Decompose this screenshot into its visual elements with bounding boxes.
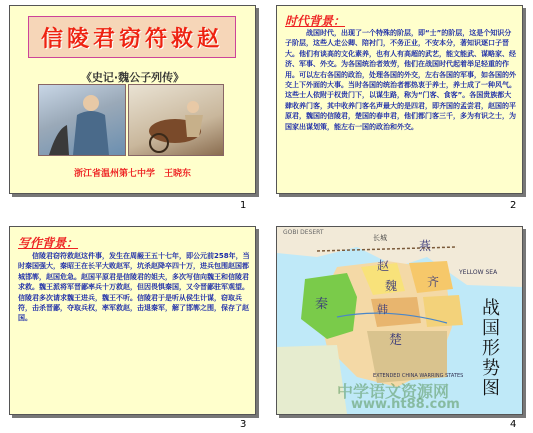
slide-number: 1 (240, 200, 247, 211)
map-label: EXTENDED CHINA WARRING STATES (373, 373, 464, 379)
map-label: 韩 (377, 303, 388, 316)
map-label: 齐 (427, 275, 440, 289)
illustration-left (38, 84, 126, 156)
map-label: 秦 (315, 297, 329, 312)
school-name: 浙江省温州第七中学 王晓东 (73, 169, 191, 179)
slide-4[interactable] (276, 226, 523, 415)
slide-body: 战国时代，出现了一个特殊的阶层，即“士”的阶层，这是个知识分子阶层，这些人走公卿、陪衬门，不务正业，不安本分，著知识逐口子晋大。他们有谈高的文化素养，也有人有高超的武艺，能文能武、谋略家、经济、军事、外交。为各国统治者效劳，他们在战国时代起着举足轻重的作用。可以左右各国的政治，处理各国的外交，左右各国的军事，如各国的外交上下外面的大事。当时各国的统治者都热衷于养士，养士成了一种风气。这些士人依附于权贵门下，以谋生路，称为“门客、食客”。各国贵族都大肆收养门客，其中收养门客名声最大的是四君，即齐国的孟尝君，赵国的平原君，魏国的信陵君，楚国的春申君，他们都门客三千，多为有识之士，为国家出谋划策，能左右一国的政治和外交。 (285, 29, 516, 131)
slide-subtitle: 《史记·魏公子列传》 (80, 71, 185, 84)
slide-number: 3 (240, 419, 247, 430)
map-label: YELLOW SEA (459, 269, 498, 276)
slide-3[interactable] (9, 226, 256, 415)
map-label: 长城 (373, 234, 387, 242)
slide-number: 4 (510, 419, 517, 430)
slide-heading: 写作背景： (18, 236, 79, 250)
map-label: 楚 (389, 333, 403, 348)
watermark: 中学语文资源网 (337, 382, 450, 401)
illustration-right (128, 84, 224, 156)
map-label: 魏 (385, 279, 398, 293)
slide-title: 信陵君窃符救赵 (28, 16, 236, 58)
slide-number: 2 (510, 200, 517, 211)
slide-heading: 时代背景： (285, 14, 346, 28)
slide-1[interactable] (9, 5, 256, 194)
watermark-url: www.ht88.com (351, 397, 460, 412)
map-label: 赵 (377, 259, 390, 273)
map-label: 燕 (419, 239, 432, 253)
slide-body: 信陵君窃符救赵这件事，发生在周赧王五十七年，即公元前258年，当时秦国强大，秦昭王在长平大败赵军，坑杀赵降卒四十万，进兵包围赵国都城邯郸，赵国危急。赵国平原君是信陵君的姐夫，多次写信向魏王和信陵君求救。魏王派将军晋鄙率兵十万救赵，但因畏惧秦国，又令晋鄙驻军观望。信陵君多次请求魏王进兵，魏王不听。信陵君于是听从侯生计谋，窃取兵符，击杀晋鄙，夺取兵权，率军救赵，击退秦军，解了邯郸之围，保存了赵国。 (18, 252, 250, 323)
map-label: GOBI DESERT (283, 229, 324, 236)
slide-2[interactable] (276, 5, 523, 194)
map-title: 战国形势图 (482, 298, 500, 399)
